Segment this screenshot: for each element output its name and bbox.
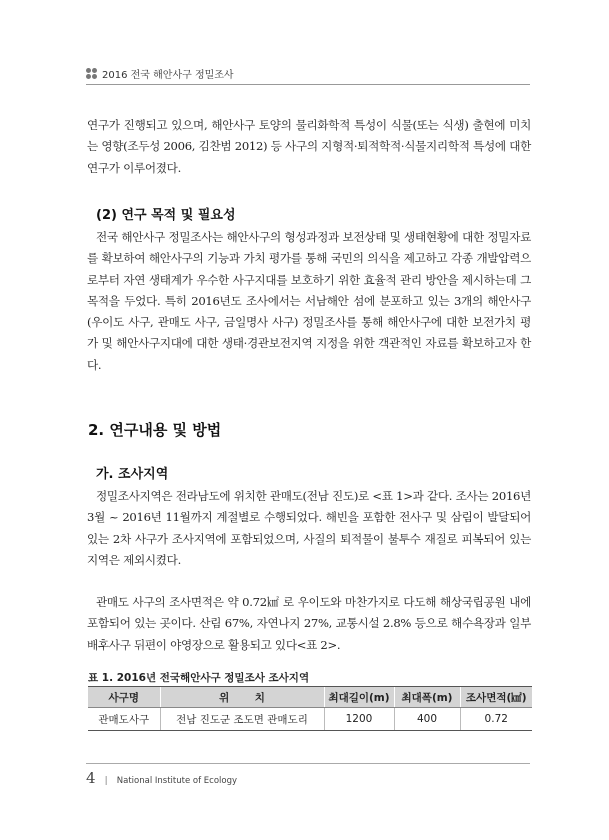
running-header bbox=[86, 66, 530, 86]
cell-max-width: 400 bbox=[394, 708, 460, 731]
col-header-site: 사구명 bbox=[88, 687, 160, 708]
section-2-heading: 2. 연구내용 및 방법 bbox=[88, 421, 222, 439]
survey-area-heading: 가. 조사지역 bbox=[96, 467, 169, 482]
purpose-heading: (2) 연구 목적 및 필요성 bbox=[96, 208, 236, 223]
header-dots-icon bbox=[86, 68, 98, 80]
page-footer bbox=[86, 768, 237, 787]
table-row bbox=[88, 708, 532, 731]
footer-institution: National Institute of Ecology bbox=[116, 776, 238, 786]
footer-separator: | bbox=[104, 776, 108, 786]
header-divider bbox=[86, 84, 530, 85]
survey-site-table bbox=[88, 686, 532, 731]
col-header-max-width: 최대폭(m) bbox=[394, 687, 460, 708]
cell-site-name: 관매도사구 bbox=[88, 708, 160, 731]
cell-area: 0.72 bbox=[460, 708, 532, 731]
col-header-location: 위 치 bbox=[160, 687, 324, 708]
page-number: 4 bbox=[86, 769, 96, 787]
col-header-area: 조사면적(㎢) bbox=[460, 687, 532, 708]
table-header-row bbox=[88, 687, 532, 708]
purpose-paragraph: 전국 해안사구 정밀조사는 해안사구의 형성과정과 보전상태 및 생태현황에 대한 정밀자료를 확보하여 해안사구의 기능과 가치 평가를 통해 국민의 의식을 제고하고 각종 개발압력으로부터 자연 생태계가 우수한 사구지대를 보호하기 위한 효율적 관리 방안을 제시하는데 그 목적을 두었다. 특히 2016년도 조사에서는 서남해안 섬에 분포하고 있는 3개의 해안사구(우이도 사구, 관매도 사구, 금일명사 사구) 정밀조사를 통해 해안사구에 대한 보전가치 평가 및 해안사구지대에 대한 생태·경관보전지역 지정을 위한 객관적인 자료를 확보하고자 한다. bbox=[87, 230, 531, 372]
header-title: 2016 전국 해안사구 정밀조사 bbox=[102, 70, 234, 81]
col-header-max-length: 최대길이(m) bbox=[324, 687, 394, 708]
survey-area-paragraph-1: 정밀조사지역은 전라남도에 위치한 관매도(전남 진도)로 <표 1>과 같다. 조사는 2016년 3월 ~ 2016년 11월까지 계절별로 수행되었다. 해빈을 포함한 전사구 및 삼림이 발달되어 있는 2차 사구가 조사지역에 포함되었으며, 사질의 퇴적물이 불투수 재질로 피복되어 있는 지역은 제외시켰다. bbox=[87, 489, 531, 567]
survey-area-paragraph-2: 관매도 사구의 조사면적은 약 0.72㎢ 로 우이도와 마찬가지로 다도해 해상국립공원 내에 포함되어 있는 곳이다. 산림 67%, 자연나지 27%, 교통시설 2.8% 등으로 해수욕장과 일부 배후사구 뒤편이 야영장으로 활용되고 있다<표 2>. bbox=[87, 595, 531, 652]
cell-location: 전남 진도군 조도면 관매도리 bbox=[160, 708, 324, 731]
footer-divider bbox=[86, 763, 530, 764]
table-caption: 표 1. 2016년 전국해안사구 정밀조사 조사지역 bbox=[88, 672, 310, 684]
intro-paragraph: 연구가 진행되고 있으며, 해안사구 토양의 물리화학적 특성이 식물(또는 식생) 출현에 미치는 영향(조두성 2006, 김찬범 2012) 등 사구의 지형적·퇴적학적·식물지리학적 특성에 대한 연구가 이루어졌다. bbox=[87, 118, 531, 175]
cell-max-length: 1200 bbox=[324, 708, 394, 731]
